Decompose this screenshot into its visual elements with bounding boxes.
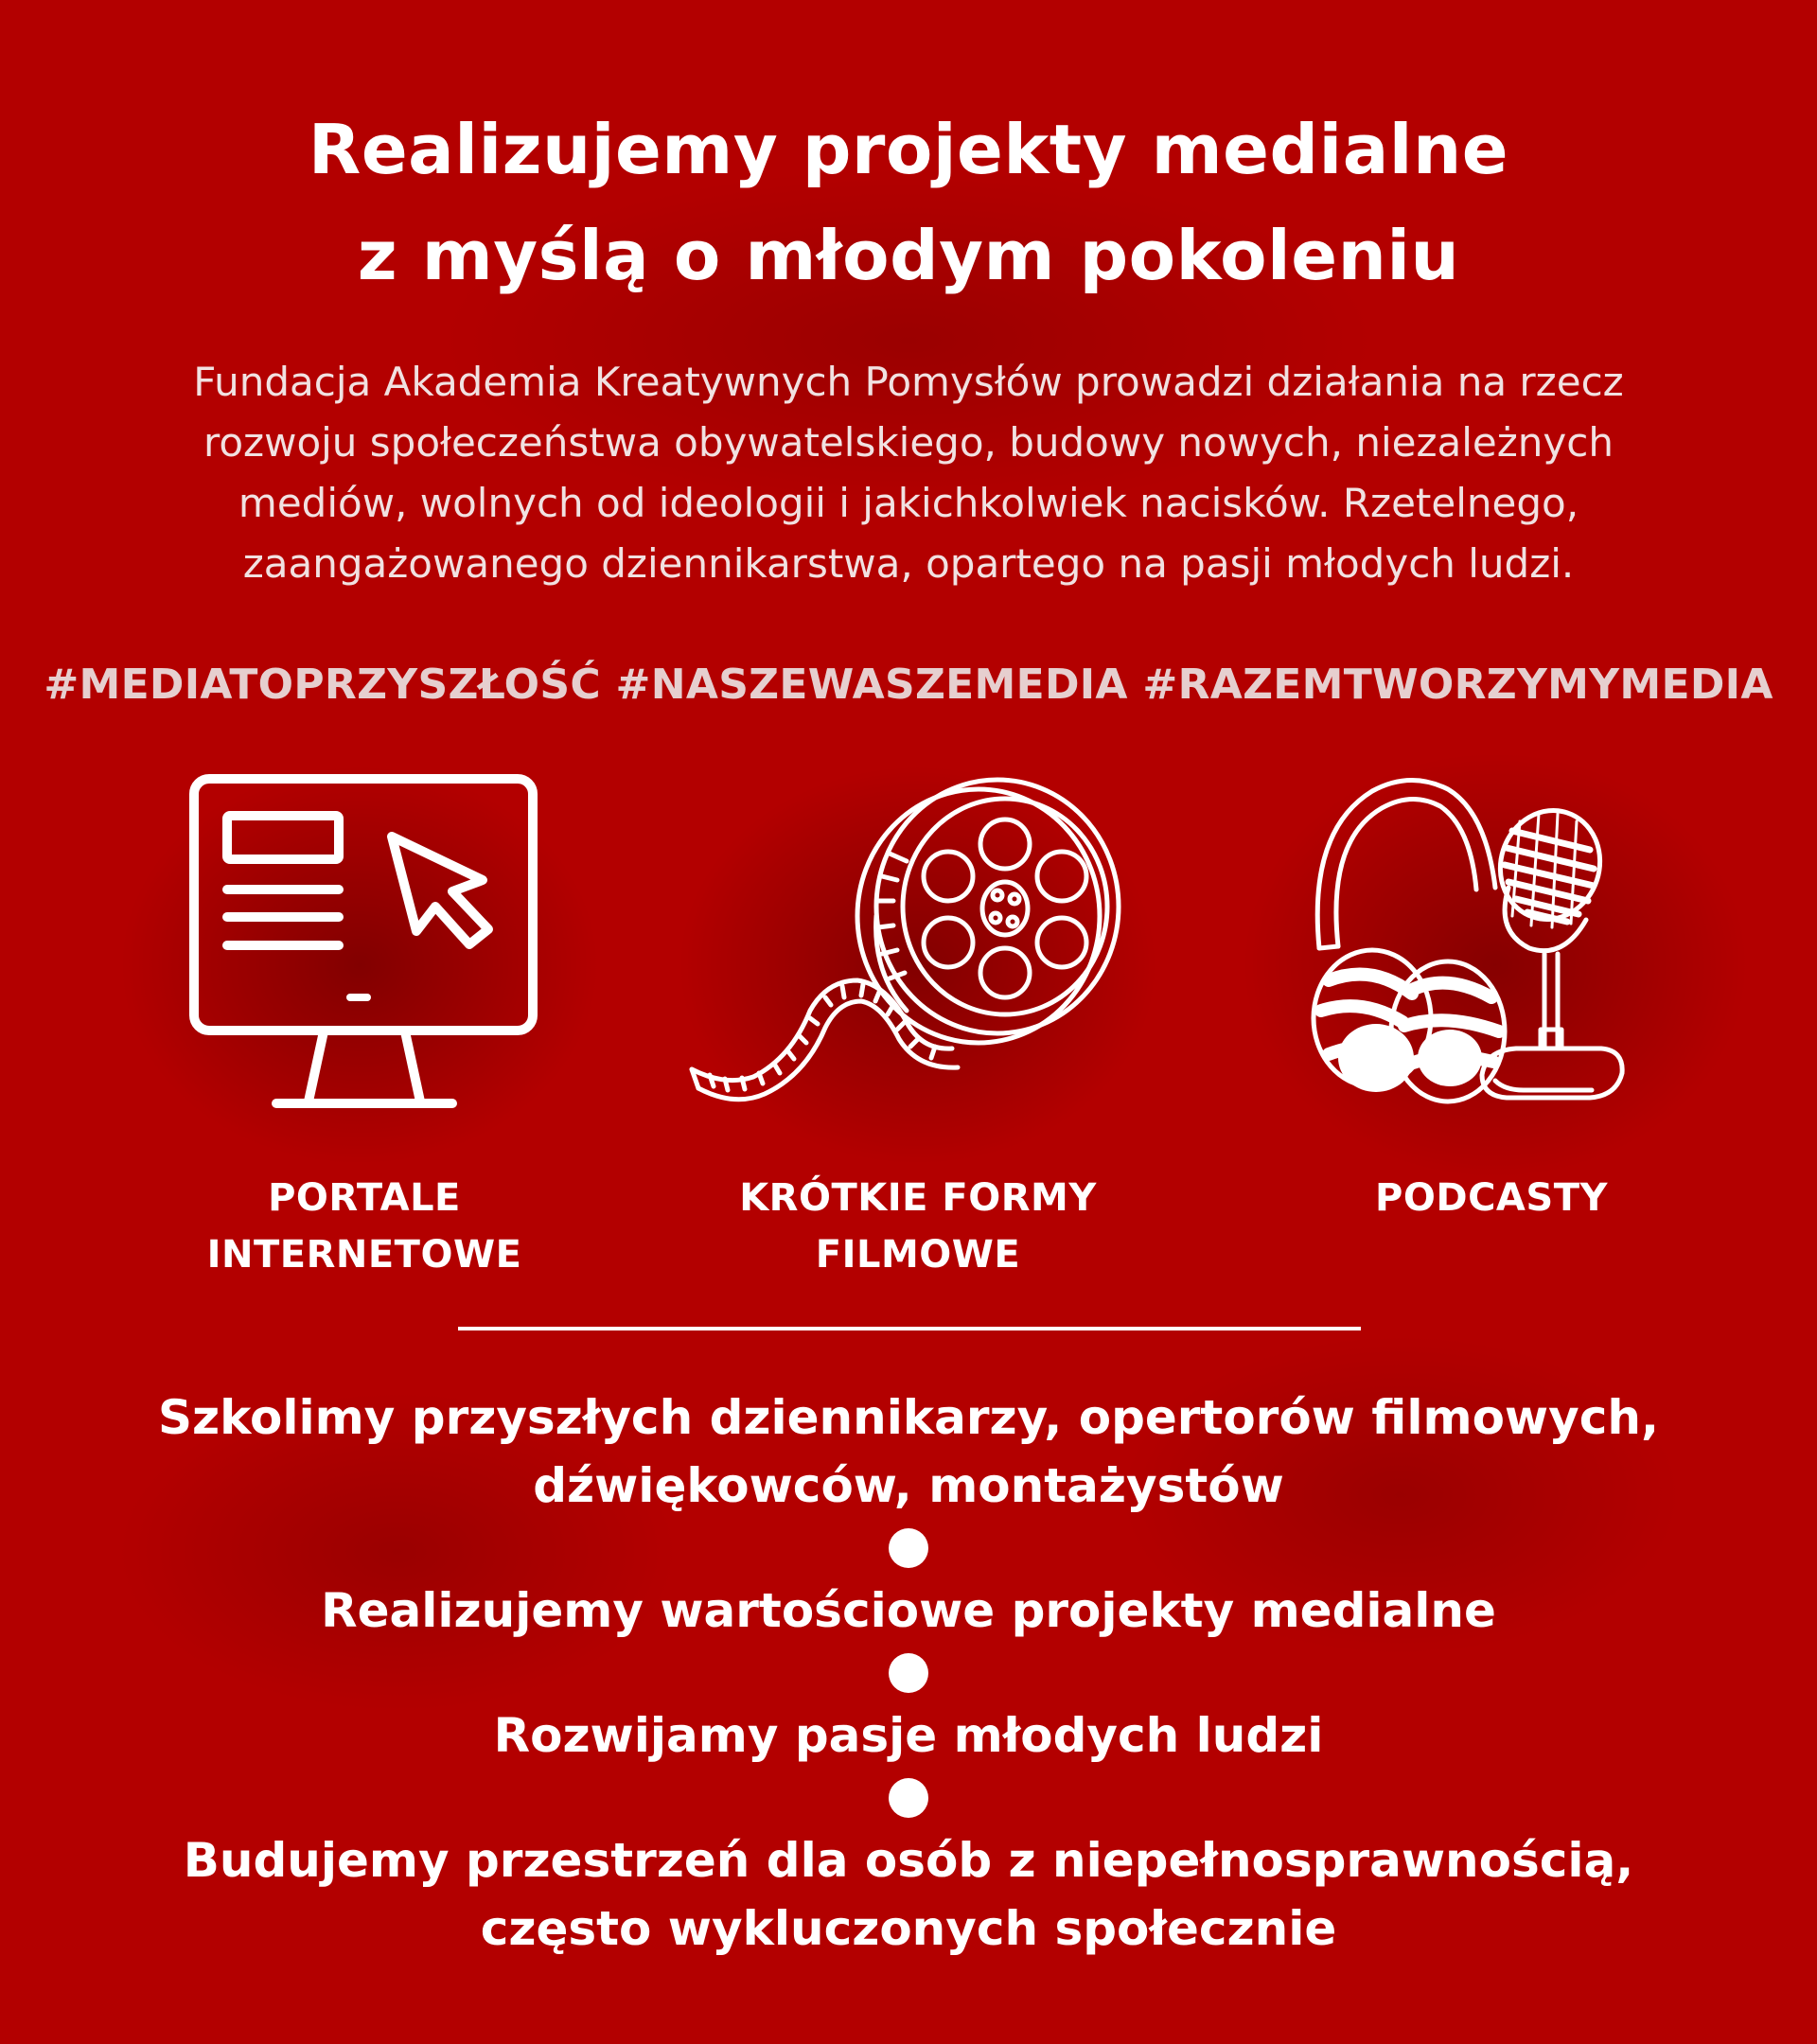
list-item-line: Budujemy przestrzeń dla osób z niepełnosprawnością, <box>183 1833 1634 1888</box>
list-item-line: Szkolimy przyszłych dziennikarzy, opertorów filmowych, <box>158 1390 1659 1445</box>
list-item-line: Rozwijamy pasje młodych ludzi <box>493 1708 1324 1763</box>
film-reel-icon <box>687 774 1132 1103</box>
hashtags: #MEDIATOPRZYSZŁOŚĆ #NASZEWASZEMEDIA #RAZEMTWORZYMYMEDIA <box>44 661 1773 709</box>
list-item-line: dźwiękowców, montażystów <box>533 1458 1284 1513</box>
bullet-dot-icon <box>889 1778 928 1818</box>
bullet-dot-icon <box>889 1653 928 1693</box>
feature-label-line: INTERNETOWE <box>206 1233 522 1277</box>
feature-label-podcasts <box>1302 1170 1681 1226</box>
feature-label-line: FILMOWE <box>815 1233 1021 1277</box>
intro-line: rozwoju społeczeństwa obywatelskiego, budowy nowych, niezależnych <box>203 419 1614 466</box>
list-item-line: często wykluczonych społecznie <box>480 1901 1337 1956</box>
title-line-2: z myślą o młodym pokoleniu <box>357 216 1460 295</box>
feature-label-line: PODCASTY <box>1375 1176 1608 1220</box>
title-line-1: Realizujemy projekty medialne <box>308 110 1509 189</box>
feature-label-portals <box>170 1170 558 1283</box>
intro-line: mediów, wolnych od ideologii i jakichkolwiek nacisków. Rzetelnego, <box>238 480 1579 526</box>
intro-line: zaangażowanego dziennikarstwa, opartego na pasji młodych ludzi. <box>242 540 1575 587</box>
computer-monitor-icon <box>185 774 543 1111</box>
feature-label-line: PORTALE <box>268 1176 461 1220</box>
bullet-dot-icon <box>889 1528 928 1568</box>
feature-label-line: KRÓTKIE FORMY <box>739 1176 1097 1220</box>
intro-paragraph <box>76 352 1741 594</box>
feature-label-films <box>710 1170 1126 1283</box>
headphones-microphone-icon <box>1306 774 1628 1107</box>
list-item <box>0 1826 1817 1963</box>
list-item <box>0 1383 1817 1520</box>
activities-list <box>0 1383 1817 1963</box>
divider <box>458 1327 1361 1330</box>
list-item <box>0 1701 1817 1770</box>
intro-line: Fundacja Akademia Kreatywnych Pomysłów prowadzi działania na rzecz <box>193 359 1624 405</box>
list-item-line: Realizujemy wartościowe projekty medialne <box>321 1583 1496 1638</box>
page-title <box>0 97 1817 308</box>
list-item <box>0 1577 1817 1645</box>
